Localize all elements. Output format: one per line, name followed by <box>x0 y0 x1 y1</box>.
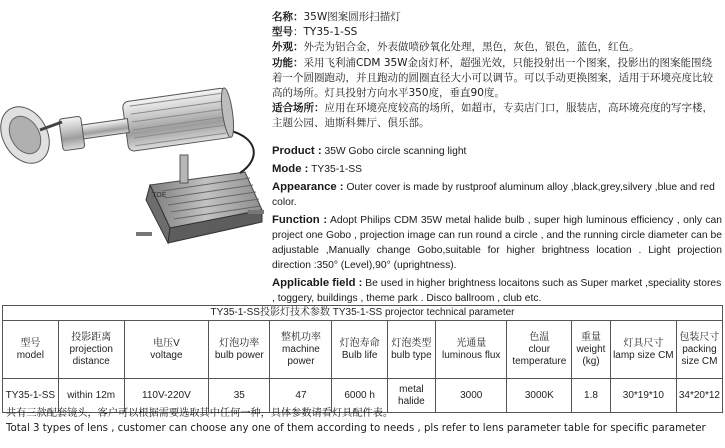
header-cell: 包装尺寸 packing size CM <box>676 321 722 379</box>
cn-model-line: 型号：TY35-1-SS <box>272 26 358 39</box>
table-cell: 30*19*10 <box>610 379 676 413</box>
en-mode-line <box>272 162 722 177</box>
table-cell: 1.8 <box>572 379 611 413</box>
table-cell: 110V-220V <box>124 379 208 413</box>
cn-model-value: TY35-1-SS <box>303 26 358 39</box>
cn-appearance-value: 外壳为铝合金，外表做喷砂氧化处理，黑色，灰色，银色，蓝色，红色。 <box>303 41 640 54</box>
en-function-value: Adopt Philips CDM 35W metal halide bulb , super high luminous efficiency , only can project one Gobo , projection image can run round a circle , and the running circle diameter can be adjustable ,Manually change Gobo,suitable for higher brightness location . Light projection direction :350° (Level),90° (uprightness). <box>272 215 722 271</box>
cn-function-value: 采用飞利浦CDM 35W金卤灯杯，超强光效，只能投射出一个图案，投影出的图案能围绕着一个圆圈跑动，并且跑动的圆圈直径大小可以调节。可以手动更换图案，适用于环境亮度比较高的场所。灯具投射方向水平350度，垂直90度。 <box>272 56 713 100</box>
en-function-line <box>272 213 722 273</box>
header-cell: 重量 weight (kg) <box>572 321 611 379</box>
table-cell: 3000 <box>435 379 507 413</box>
cn-appearance-line <box>272 40 720 55</box>
table-cell: 35 <box>209 379 270 413</box>
table-title-row <box>3 306 723 321</box>
en-appearance-label: Appearance : <box>272 181 344 193</box>
table-cell: 6000 h <box>332 379 387 413</box>
header-cell: 投影距离 projection distance <box>58 321 124 379</box>
header-cell: 灯泡寿命 Bulb life <box>332 321 387 379</box>
unit-label: TOE <box>152 191 167 199</box>
cn-model-label: 型号 <box>272 26 293 39</box>
table-header-row <box>3 321 723 379</box>
en-appearance-value: Outer cover is made by rustproof aluminum alloy ,black,grey,silvery ,blue and red color. <box>272 182 715 208</box>
en-field-value: Be used in higher brightness locaitons such as Super market ,speciality stores , toggery, buildings , theme park . Disco ballroom , club etc. <box>272 278 722 304</box>
header-cell: 灯泡类型 bulb type <box>387 321 435 379</box>
cn-places-value: 应用在环境亮度较高的场所，如超市，专卖店门口，服装店，高环境亮度的写字楼，主题公园、迪斯科舞厅、俱乐部。 <box>272 102 713 130</box>
cn-places-line <box>272 101 720 131</box>
cn-name-value: 35W图案圆形扫描灯 <box>303 11 401 23</box>
cn-places-label: 适合场所： <box>272 102 325 115</box>
cn-function-label: 功能： <box>272 56 304 69</box>
cn-appearance-label: 外观： <box>272 41 304 54</box>
cn-function-line <box>272 56 720 102</box>
lens-note-cn: 共有三款配套镜头，客户可以根据需要选取其中任何一种，具体参数请看灯具配件表。 <box>6 408 394 419</box>
table-cell: 47 <box>270 379 332 413</box>
header-cell: 电压V voltage <box>124 321 208 379</box>
english-spec-block <box>272 144 722 309</box>
lens-note-en: Total 3 types of lens , customer can choose any one of them according to needs , pls refer to lens parameter table for specific parameter <box>6 423 706 434</box>
technical-parameter-table <box>2 305 723 413</box>
header-cell: 型号 model <box>3 321 59 379</box>
lens-notes <box>6 406 722 436</box>
header-cell: 灯泡功率 bulb power <box>209 321 270 379</box>
table-cell: within 12m <box>58 379 124 413</box>
en-product-value: 35W Gobo circle scanning light <box>324 146 467 157</box>
en-mode-label: Mode : <box>272 163 309 175</box>
table-cell: metal halide <box>387 379 435 413</box>
header-cell: 灯具尺寸 lamp size CM <box>610 321 676 379</box>
en-mode-value: TY35-1-SS <box>311 164 363 175</box>
table-cell: 3000K <box>507 379 572 413</box>
en-product-label: Product : <box>272 145 322 157</box>
table-cell: TY35-1-SS <box>3 379 59 413</box>
header-cell: 光通量 luminous flux <box>435 321 507 379</box>
chinese-spec-block <box>272 10 720 132</box>
product-photo <box>0 60 270 260</box>
en-product-line <box>272 144 722 159</box>
en-field-line <box>272 276 722 306</box>
cn-name-line <box>272 10 720 25</box>
cn-name-label: 名称： <box>272 11 304 23</box>
en-field-label: Applicable field : <box>272 277 363 289</box>
en-appearance-line <box>272 180 722 210</box>
table-cell: 34*20*12 <box>676 379 722 413</box>
table-title: TY35-1-SS投影灯技术参数 TY35-1-SS projector technical parameter <box>3 306 723 321</box>
en-function-label: Function : <box>272 214 328 226</box>
header-cell: 整机功率 machine power <box>270 321 332 379</box>
header-cell: 色温 clour temperature <box>507 321 572 379</box>
